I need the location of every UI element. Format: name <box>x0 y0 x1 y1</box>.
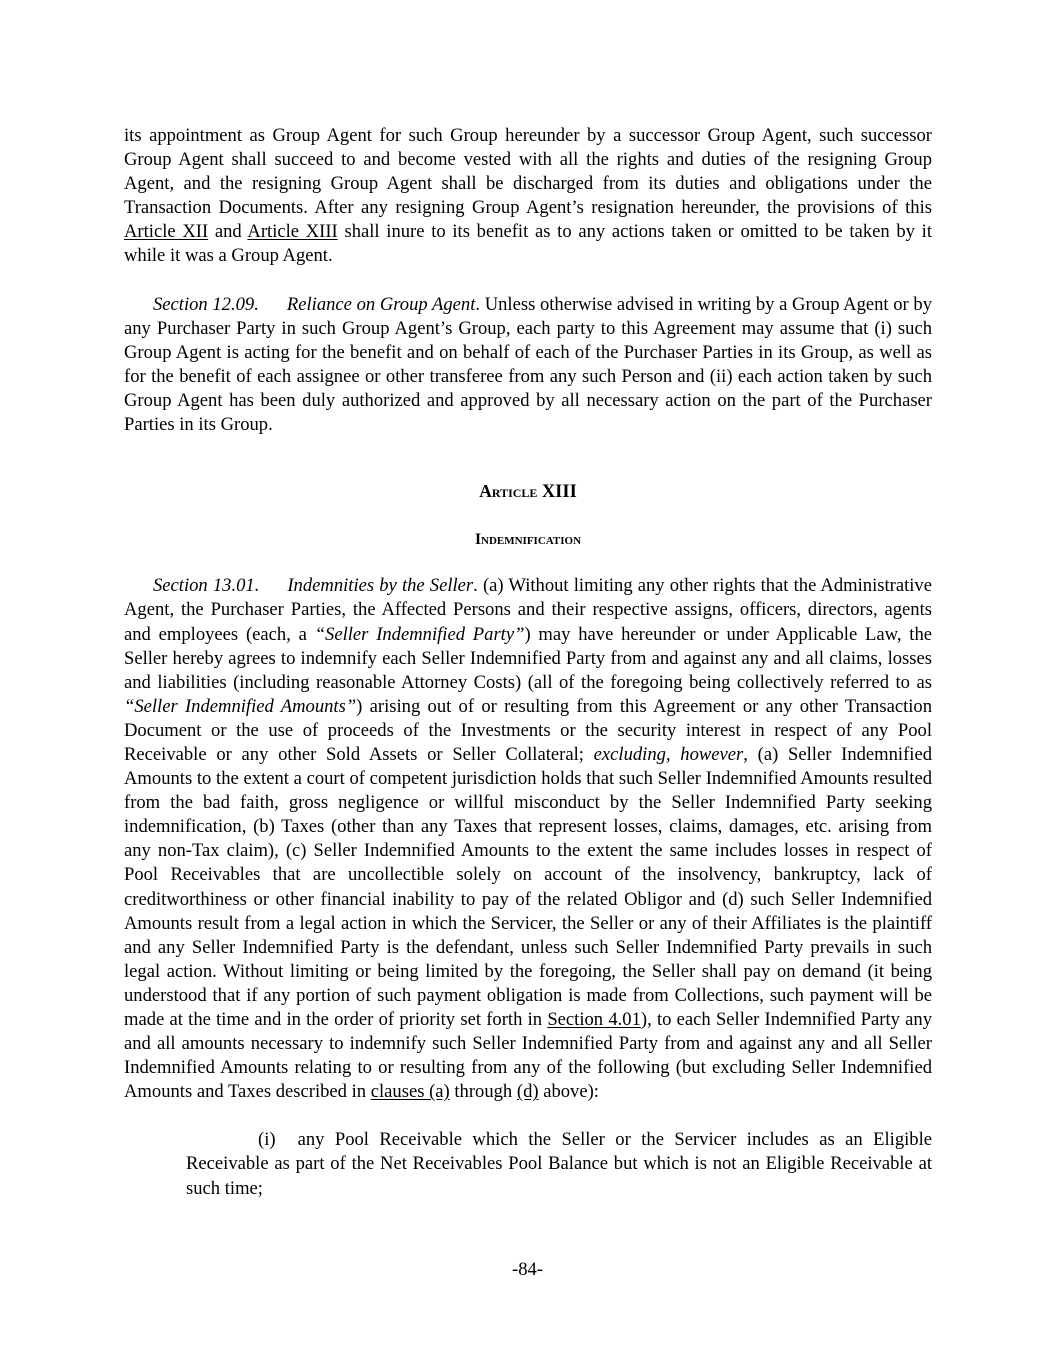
defined-term: “Seller Indemnified Party” <box>314 623 525 645</box>
section-body: through <box>449 1081 517 1103</box>
section-title: Reliance on Group Agent <box>286 293 476 315</box>
paragraph-text: shall inure to its benefit as to any actions taken or omitted to be taken by it while it was a Group Agent. <box>124 221 933 267</box>
section-body: , (a) Seller Indemnified Amounts to the extent a court of competent jurisdiction holds that such Seller Indemnified Amounts resulted from the bad faith, gross negligence or willful misconduct by the Seller Indemnified Party seeking indemnification, (b) Taxes (other than any Taxes that represent losses, claims, damages, etc. arising from any non-Tax claim), (c) Seller Indemnified Amounts to the extent the same includes losses in respect of Pool Receivables that are uncollectible solely on account of the insolvency, bankruptcy, lack of creditworthiness or other financial inability to pay of the related Obligor and (d) such Seller Indemnified Amounts result from a legal action in which the Servicer, the Seller or any of their Affiliates is the plaintiff and any Seller Indemnified Party is the defendant, unless such Seller Indemnified Party prevails in such legal action. Without limiting or being limited by the foregoing, the Seller shall pay on demand (it being understood that if any portion of such payment obligation is made from Collections, such payment will be made at the time and in the order of priority set forth in <box>124 743 932 1030</box>
section-body: . (a) Without limiting any other rights that the Administrative Agent, the Purchaser Parties, the Affected Persons and their respective assigns, officers, directors, agents and employees (each, a <box>124 575 932 645</box>
clause-label: (i) <box>258 1129 276 1151</box>
defined-term: “Seller Indemnified Amounts” <box>124 695 357 717</box>
article-xii-reference: Article XII <box>124 221 209 243</box>
document-page <box>124 124 932 1201</box>
section-title: Indemnities by the Seller <box>287 575 474 597</box>
paragraph-text: and <box>208 221 248 243</box>
section-body: . Unless otherwise advised in writing by a Group Agent or by any Purchaser Party in such Group Agent’s Group, each party to this Agreement may assume that (i) such Group Agent is acting for the benefit and on behalf of each of the Purchaser Parties in its Group, as well as for the benefit of each assignee or other transferee from any such Person and (ii) each action taken by such Group Agent has been duly authorized and approved by all necessary action on the part of the Purchaser Parties in its Group. <box>124 293 932 436</box>
clause-i <box>124 1128 932 1200</box>
section-body: ) may have hereunder or under Applicable Law, the Seller hereby agrees to indemnify each Seller Indemnified Party from and against any and all claims, losses and liabilities (including reasonable Attorney Costs) (all of the foregoing being collectively referred to as <box>124 623 932 693</box>
section-number: Section 12.09. <box>153 293 259 315</box>
section-4-01-reference: Section 4.01 <box>547 1009 641 1030</box>
page-number: -84- <box>512 1259 543 1280</box>
section-body: ) arising out of or resulting from this Agreement or any other Transaction Document or the use of proceeds of the Investments or the security interest in respect of any Pool Receivable or any other Sold Assets or Seller Collateral; <box>124 695 932 765</box>
section-body: ), to each Seller Indemnified Party any and all amounts necessary to indemnify such Seller Indemnified Party from and against any and all Seller Indemnified Amounts relating to or resulting from any of the following (but excluding Seller Indemnified Amounts and Taxes described in <box>124 1009 932 1103</box>
paragraph-text: its appointment as Group Agent for such Group hereunder by a successor Group Agent, such successor Group Agent shall succeed to and become vested with all the rights and duties of the resigning Group Agent, and the resigning Group Agent shall be discharged from its duties and obligations under the Transaction Documents. After any resigning Group Agent’s resignation hereunder, the provisions of this <box>124 125 932 219</box>
article-title: Indemnification <box>474 531 582 549</box>
article-heading <box>124 479 932 504</box>
clause-d-reference: (d) <box>516 1081 539 1103</box>
article-xiii-reference: Article XIII <box>247 221 338 243</box>
clause-text: any Pool Receivable which the Seller or the Servicer includes as an Eligible Receivable as part of the Net Receivables Pool Balance but which is not an Eligible Receivable at such time; <box>186 1129 932 1199</box>
paragraph-continuation <box>124 124 932 269</box>
emphasis-text: excluding, however <box>593 743 744 765</box>
section-body: above): <box>538 1081 599 1103</box>
article-label: Article <box>479 481 538 502</box>
section-13-01 <box>124 574 932 1104</box>
article-numeral: XIII <box>541 482 577 503</box>
section-12-09 <box>124 293 932 438</box>
section-number: Section 13.01. <box>153 575 260 597</box>
clauses-a-reference: clauses (a) <box>370 1081 450 1103</box>
